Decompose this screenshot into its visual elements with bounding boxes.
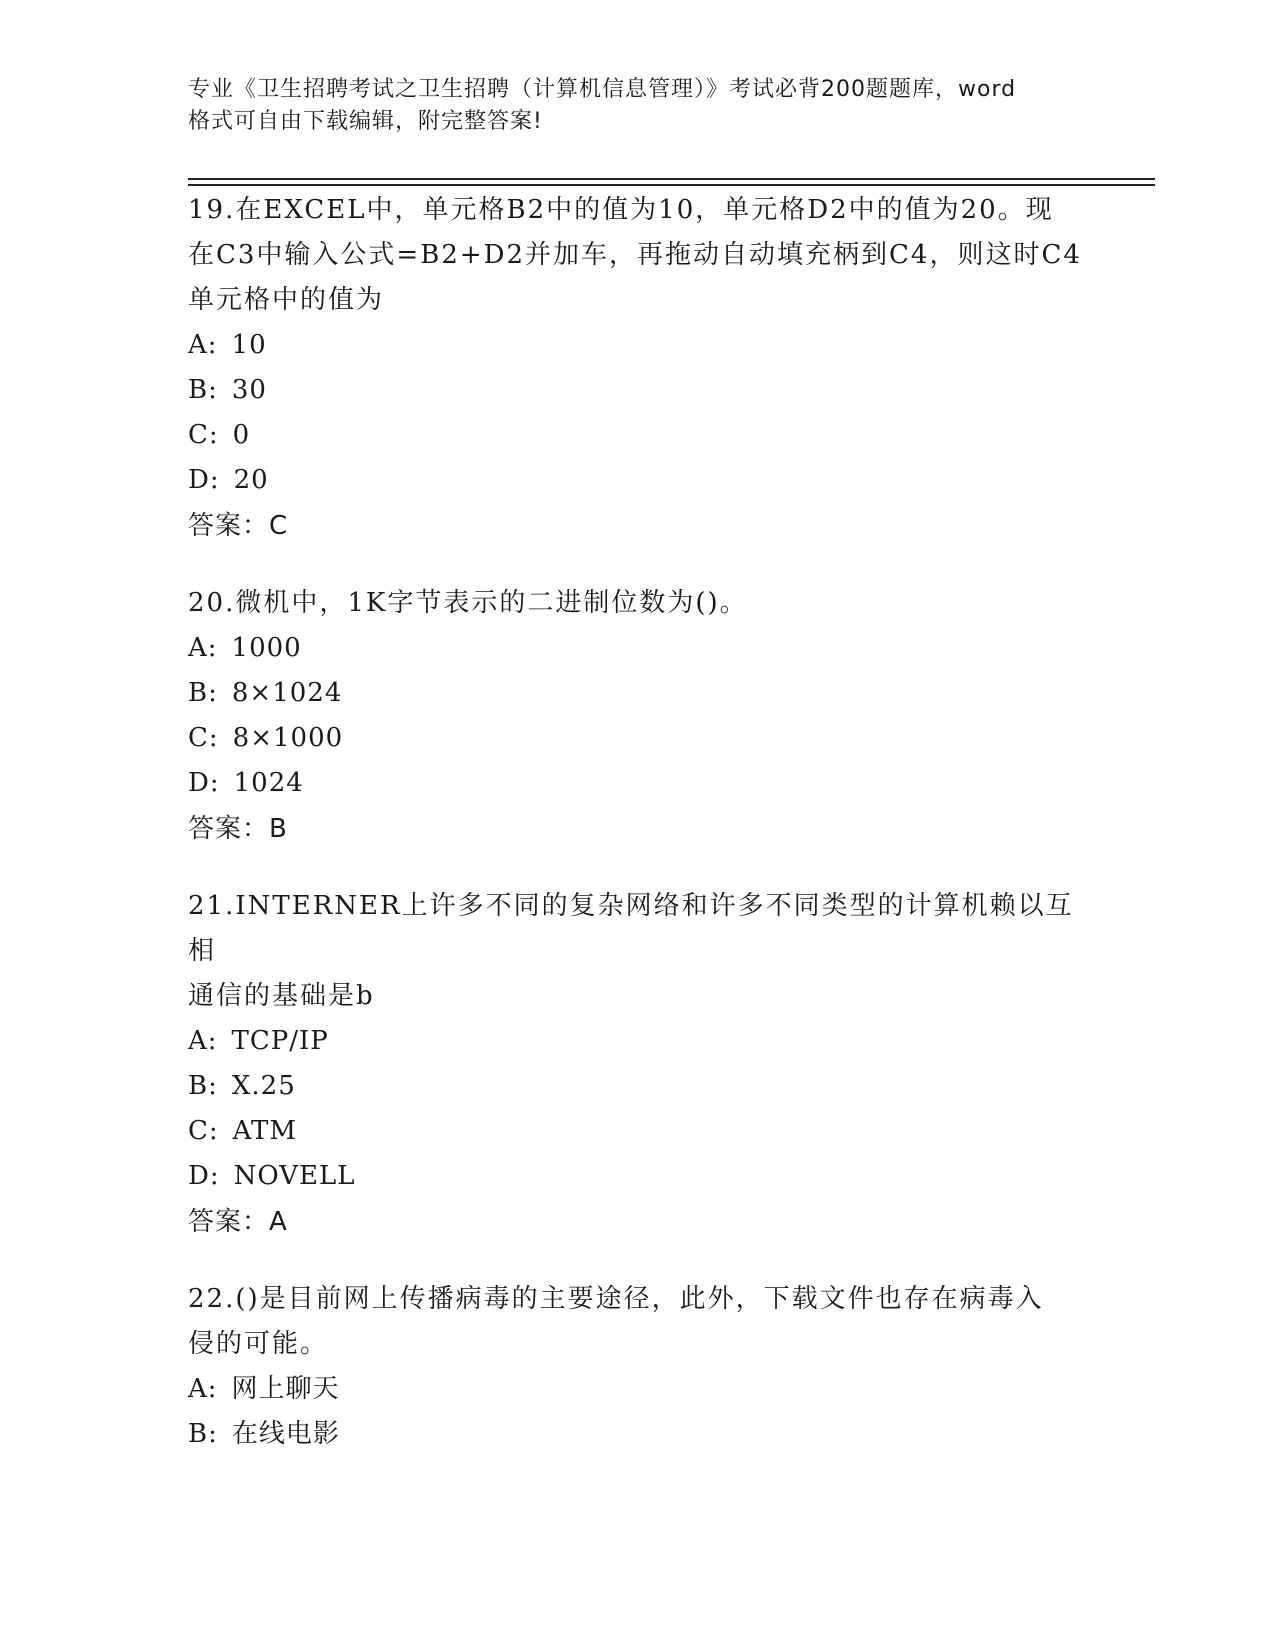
answer-key: 答案：B [188,814,288,844]
option-text: 8×1000 [232,723,344,753]
question-stem-line: 21.INTERNER上许多不同的复杂网络和许多不同类型的计算机赖以互相 [188,891,1074,966]
answer-option [188,1412,1088,1457]
option-label: D: [188,768,220,798]
answer-key: 答案：A [188,1207,288,1237]
answer-option [188,671,1088,716]
header-title-line-1: 专业《卫生招聘考试之卫生招聘（计算机信息管理）》考试必背200题题库，word [188,77,1017,102]
answer-option [188,413,1088,458]
option-text: 8×1024 [231,678,343,708]
option-text: TCP/IP [231,1026,329,1056]
answer-option [188,1154,1088,1199]
option-label: D: [188,1161,220,1191]
question-block [188,1277,1088,1457]
option-label: C: [188,420,219,450]
question-stem-line: 在C3中输入公式=B2+D2并加车，再拖动自动填充柄到C4，则这时C4 [188,240,1082,270]
option-text: 网上聊天 [231,1374,340,1404]
option-text: NOVELL [233,1161,356,1191]
answer-option [188,626,1088,671]
answer-option [188,458,1088,503]
option-label: C: [188,1116,219,1146]
question-stem-line: 19.在EXCEL中，单元格B2中的值为10，单元格D2中的值为20。现 [188,195,1054,225]
option-label: B: [188,375,218,405]
question-list [188,188,1088,1489]
option-label: B: [188,678,218,708]
answer-option [188,1019,1088,1064]
option-label: B: [188,1419,218,1449]
question-stem-line: 22.()是目前网上传播病毒的主要途径，此外，下载文件也存在病毒入 [188,1284,1044,1314]
option-label: A: [188,330,218,360]
option-label: B: [188,1071,218,1101]
question-stem-line: 通信的基础是b [188,981,375,1011]
header-rule-top [188,178,1155,180]
answer-option [188,716,1088,761]
question-stem-line: 侵的可能。 [188,1329,329,1359]
option-label: C: [188,723,219,753]
answer-option [188,368,1088,413]
header-rule-bottom [188,184,1155,186]
option-text: 1024 [233,768,304,798]
question-block [188,884,1088,1245]
option-text: 1000 [231,633,302,663]
option-label: A: [188,633,218,663]
answer-option [188,1109,1088,1154]
option-text: 0 [232,420,251,450]
option-text: 30 [231,375,267,405]
question-stem-line: 单元格中的值为 [188,285,385,315]
option-text: 在线电影 [231,1419,340,1449]
answer-option [188,1064,1088,1109]
option-text: 20 [233,465,269,495]
option-label: A: [188,1026,218,1056]
question-stem-line: 20.微机中，1K字节表示的二进制位数为()。 [188,588,748,618]
option-text: 10 [231,330,267,360]
answer-key: 答案：C [188,511,289,541]
answer-option [188,1367,1088,1412]
document-header [188,74,1088,138]
answer-option [188,761,1088,806]
option-text: ATM [232,1116,297,1146]
question-block [188,581,1088,852]
question-block [188,188,1088,549]
answer-option [188,323,1088,368]
option-label: D: [188,465,220,495]
header-title-line-2: 格式可自由下载编辑，附完整答案! [188,109,543,134]
option-label: A: [188,1374,218,1404]
option-text: X.25 [231,1071,296,1101]
